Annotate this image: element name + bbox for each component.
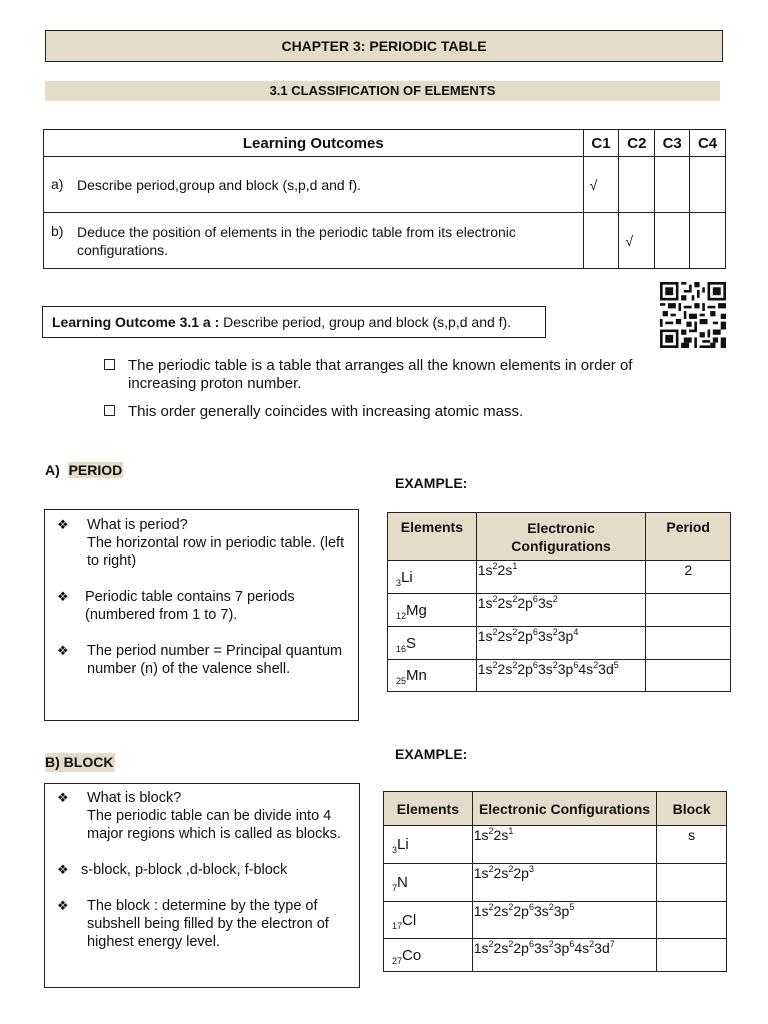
proton-number: 25 xyxy=(396,676,407,686)
element-symbol: Cl xyxy=(402,911,417,929)
electron-count: 2 xyxy=(488,902,494,912)
electron-count: 2 xyxy=(488,939,494,949)
header-elements: Elements xyxy=(384,792,473,826)
electron-count: 4 xyxy=(573,627,579,637)
header-c2: C2 xyxy=(619,130,655,157)
configuration-cell xyxy=(472,939,657,972)
orbital: 3s xyxy=(537,595,553,611)
orbital: 3s xyxy=(533,903,549,919)
table-row xyxy=(384,939,727,972)
outcome-text: Describe period,group and block (s,p,d and f). xyxy=(77,176,362,193)
orbital: 3p xyxy=(557,628,574,644)
qr-code-icon xyxy=(660,282,726,348)
header-configurations: Electronic Configurations xyxy=(476,513,646,561)
table-row xyxy=(388,660,731,692)
intro-bullets xyxy=(104,357,654,431)
electron-count: 6 xyxy=(573,660,579,670)
list-item xyxy=(57,897,349,951)
orbital: 1s xyxy=(473,827,489,843)
orbital: 2s xyxy=(493,940,509,956)
electron-count: 2 xyxy=(492,594,498,604)
block-example-label: EXAMPLE: xyxy=(395,746,468,762)
table-row xyxy=(384,826,727,864)
section-title: 3.1 CLASSIFICATION OF ELEMENTS xyxy=(45,81,720,101)
mark-c2: √ xyxy=(619,213,655,269)
orbital: 2p xyxy=(517,661,533,677)
list-item xyxy=(57,861,349,879)
orbital: 2s xyxy=(493,865,509,881)
table-header-row xyxy=(44,130,726,157)
lo-label: Learning Outcome 3.1 a : xyxy=(52,314,220,330)
mark-c4 xyxy=(690,213,726,269)
electron-count: 2 xyxy=(512,627,518,637)
header-c3: C3 xyxy=(655,130,690,157)
configuration-cell xyxy=(476,627,646,660)
table-row xyxy=(384,902,727,939)
orbital: 1s xyxy=(473,903,489,919)
orbital: 1s xyxy=(477,661,493,677)
mark-c1: √ xyxy=(583,157,619,213)
electron-count: 2 xyxy=(548,939,554,949)
orbital: 1s xyxy=(477,628,493,644)
electron-count: 2 xyxy=(552,660,558,670)
period-example-label: EXAMPLE: xyxy=(395,475,468,491)
checkbox-bullet-icon xyxy=(104,405,115,416)
item-answer: The block : determine by the type of subshell being filled by the electron of highest energy level. xyxy=(87,898,329,950)
orbital: 2p xyxy=(513,903,529,919)
electron-count: 6 xyxy=(532,627,538,637)
element-cell xyxy=(388,660,477,692)
table-row xyxy=(388,627,731,660)
electron-count: 2 xyxy=(512,594,518,604)
electron-count: 2 xyxy=(488,864,494,874)
learning-outcome-box xyxy=(42,306,546,338)
block-value-cell xyxy=(657,864,727,902)
period-example-table xyxy=(387,512,731,692)
element-cell xyxy=(388,594,477,627)
outcome-b xyxy=(44,213,584,269)
list-item xyxy=(104,357,654,393)
item-answer: The period number = Principal quantum number (n) of the valence shell. xyxy=(87,643,343,677)
electron-count: 2 xyxy=(508,939,514,949)
table-row xyxy=(44,213,726,269)
configuration-cell xyxy=(472,864,657,902)
block-example-table xyxy=(383,791,727,972)
mark-c4 xyxy=(690,157,726,213)
mark-c3 xyxy=(655,157,690,213)
table-row xyxy=(388,594,731,627)
electron-count: 2 xyxy=(492,660,498,670)
block-info-box xyxy=(44,783,360,988)
electron-count: 5 xyxy=(569,902,575,912)
electron-count: 2 xyxy=(548,902,554,912)
outcome-a xyxy=(44,157,584,213)
orbital: 3s xyxy=(537,628,553,644)
electron-count: 2 xyxy=(508,902,514,912)
proton-number: 12 xyxy=(396,610,407,621)
diamond-bullet-icon: ❖ xyxy=(57,517,69,532)
element-cell xyxy=(384,864,473,902)
electron-count: 2 xyxy=(492,627,498,637)
list-item xyxy=(57,789,349,843)
header-period: Period xyxy=(646,513,731,561)
diamond-bullet-icon: ❖ xyxy=(57,898,69,913)
orbital: 1s xyxy=(477,595,493,611)
electron-count: 2 xyxy=(508,864,514,874)
block-value-cell: s xyxy=(657,826,727,864)
chapter-title: CHAPTER 3: PERIODIC TABLE xyxy=(45,30,723,62)
electron-count: 6 xyxy=(528,902,534,912)
diamond-bullet-icon: ❖ xyxy=(57,589,69,604)
element-cell xyxy=(388,561,477,594)
header-elements: Elements xyxy=(388,513,477,561)
electron-count: 2 xyxy=(589,939,595,949)
electron-count: 6 xyxy=(528,939,534,949)
electron-count: 2 xyxy=(593,660,599,670)
diamond-bullet-icon: ❖ xyxy=(57,643,69,658)
element-cell xyxy=(384,826,473,864)
configuration-cell xyxy=(472,902,657,939)
orbital: 4s xyxy=(578,661,594,677)
bullet-text: This order generally coincides with increasing atomic mass. xyxy=(128,403,524,420)
electron-count: 2 xyxy=(552,594,558,604)
orbital: 2s xyxy=(497,562,513,578)
proton-number: 3 xyxy=(392,845,398,855)
configuration-cell xyxy=(476,594,646,627)
period-value-cell xyxy=(646,660,731,692)
list-item xyxy=(104,403,654,421)
orbital: 3p xyxy=(553,940,570,956)
element-symbol: Li xyxy=(401,568,413,586)
item-answer: s-block, p-block ,d-block, f-block xyxy=(81,862,288,878)
header-c1: C1 xyxy=(583,130,619,157)
element-cell xyxy=(384,902,473,939)
period-value-cell xyxy=(646,594,731,627)
table-row xyxy=(384,864,727,902)
bullet-text: The periodic table is a table that arranges all the known elements in order of increasing proton number. xyxy=(128,357,633,392)
orbital: 3p xyxy=(553,903,570,919)
mark-c1 xyxy=(583,213,619,269)
electron-count: 6 xyxy=(569,939,575,949)
orbital: 3s xyxy=(537,661,553,677)
block-value-cell xyxy=(657,902,727,939)
proton-number: 3 xyxy=(396,577,402,588)
header-c4: C4 xyxy=(690,130,726,157)
orbital: 2p xyxy=(517,628,533,644)
mark-c2 xyxy=(619,157,655,213)
header-block: Block xyxy=(657,792,727,826)
electron-count: 2 xyxy=(492,561,498,571)
item-answer: The horizontal row in periodic table. (left to right) xyxy=(87,535,345,569)
electron-count: 2 xyxy=(552,627,558,637)
list-item xyxy=(57,642,348,678)
mark-c3 xyxy=(655,213,690,269)
period-heading xyxy=(45,461,123,480)
electron-count: 1 xyxy=(512,561,518,571)
orbital: 2s xyxy=(497,661,513,677)
proton-number: 17 xyxy=(392,920,403,931)
orbital: 1s xyxy=(473,865,489,881)
orbital: 1s xyxy=(477,562,493,578)
block-heading: B) BLOCK xyxy=(45,754,114,770)
element-symbol: N xyxy=(397,874,408,891)
orbital: 2s xyxy=(497,595,513,611)
configuration-cell xyxy=(476,660,646,692)
electron-count: 2 xyxy=(488,826,494,836)
list-item xyxy=(57,516,348,570)
diamond-bullet-icon: ❖ xyxy=(57,790,69,805)
electron-count: 1 xyxy=(508,826,514,836)
orbital: 2s xyxy=(497,628,513,644)
outcome-letter: b) xyxy=(51,222,64,239)
electron-count: 3 xyxy=(528,864,534,874)
orbital: 3s xyxy=(533,940,549,956)
electron-count: 7 xyxy=(609,939,615,949)
configuration-cell xyxy=(476,561,646,594)
table-row xyxy=(44,157,726,213)
diamond-bullet-icon: ❖ xyxy=(57,862,69,877)
element-cell xyxy=(384,939,473,972)
period-info-box xyxy=(44,509,359,721)
orbital: 2p xyxy=(513,865,529,881)
header-configurations: Electronic Configurations xyxy=(472,792,657,826)
item-question: What is block? xyxy=(87,790,182,806)
period-value-cell: 2 xyxy=(646,561,731,594)
electron-count: 6 xyxy=(532,594,538,604)
outcome-letter: a) xyxy=(51,175,64,192)
checkbox-bullet-icon xyxy=(104,359,115,370)
list-item xyxy=(57,588,348,624)
item-question: What is period? xyxy=(87,517,188,533)
element-symbol: Mn xyxy=(406,667,427,684)
table-header-row xyxy=(388,513,731,561)
orbital: 3p xyxy=(557,661,574,677)
header-learning-outcomes: Learning Outcomes xyxy=(44,130,584,157)
block-value-cell xyxy=(657,939,727,972)
lo-text: Describe period, group and block (s,p,d and f). xyxy=(219,314,512,330)
orbital: 2s xyxy=(493,903,509,919)
period-value-cell xyxy=(646,627,731,660)
period-heading-text: PERIOD xyxy=(68,462,123,478)
item-answer: The periodic table can be divide into 4 major regions which is called as blocks. xyxy=(87,808,341,842)
electron-count: 2 xyxy=(512,660,518,670)
element-cell xyxy=(388,627,477,660)
period-prefix: A) xyxy=(45,462,60,478)
orbital: 3d xyxy=(594,940,610,956)
table-header-row xyxy=(384,792,727,826)
proton-number: 7 xyxy=(392,883,398,893)
orbital: 2s xyxy=(493,827,509,843)
orbital: 2p xyxy=(517,595,533,611)
proton-number: 27 xyxy=(392,955,403,966)
element-symbol: Mg xyxy=(406,601,427,619)
element-symbol: Li xyxy=(397,836,409,853)
orbital: 4s xyxy=(574,940,590,956)
electron-count: 5 xyxy=(613,660,619,670)
orbital: 2p xyxy=(513,940,529,956)
table-row xyxy=(388,561,731,594)
electron-count: 6 xyxy=(532,660,538,670)
element-symbol: Co xyxy=(402,946,422,964)
proton-number: 16 xyxy=(396,643,407,654)
learning-outcomes-table xyxy=(43,129,726,269)
configuration-cell xyxy=(472,826,657,864)
element-symbol: S xyxy=(406,634,417,652)
orbital: 1s xyxy=(473,940,489,956)
outcome-text: Deduce the position of elements in the periodic table from its electronic configurations. xyxy=(77,223,516,258)
item-answer: Periodic table contains 7 periods (numbered from 1 to 7). xyxy=(85,589,295,623)
orbital: 3d xyxy=(598,661,614,677)
